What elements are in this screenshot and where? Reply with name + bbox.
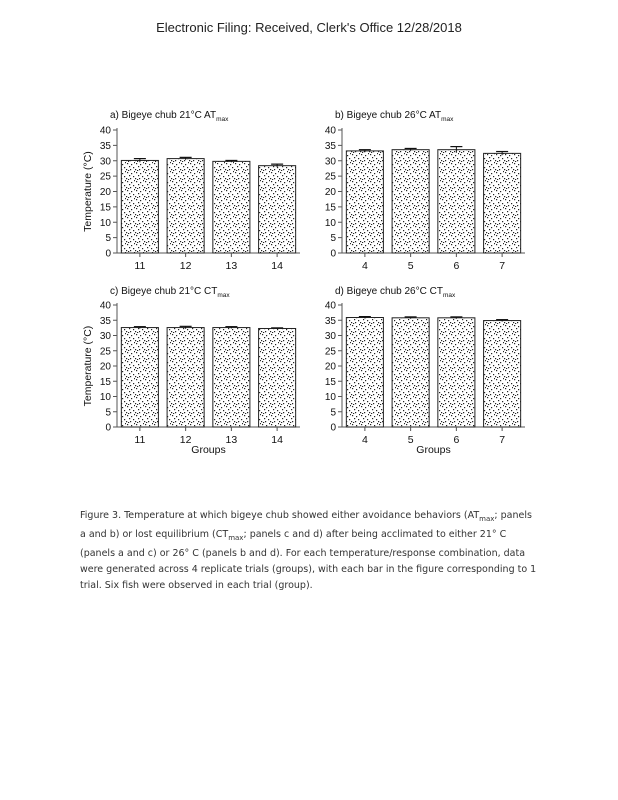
- panel-a-ylabel: Temperature (°C): [82, 151, 94, 232]
- filing-header: Electronic Filing: Received, Clerk's Office 12/28/2018: [156, 20, 462, 35]
- panel-c-ytick-label: 30: [99, 331, 111, 342]
- panel-a: [82, 110, 300, 272]
- panel-c-ytick-label: 0: [105, 422, 111, 434]
- panel-d-ytick-label: 10: [324, 392, 336, 403]
- panel-d-title: d) Bigeye chub 26°C $CT_{max}$: [335, 286, 456, 299]
- panel-a-ytick-label: 0: [105, 248, 111, 260]
- panel-d-ytick-label: 15: [324, 376, 336, 388]
- panel-c-bar-12: [167, 328, 204, 427]
- panel-a-bar-14: [259, 166, 296, 253]
- panel-b-title: b) Bigeye chub 26°C $AT_{max}$: [335, 110, 454, 123]
- caption-lead: Figure 3. Temperature at which bigeye chub showed either avoidance behaviors (AT: [80, 510, 480, 521]
- panel-d-ytick-label: 0: [330, 422, 336, 434]
- panel-c-xtick-label: 11: [134, 434, 146, 446]
- panel-b-bar-4: [346, 151, 383, 253]
- panel-d-ytick-label: 30: [324, 331, 336, 342]
- panel-b-ytick-label: 35: [324, 140, 336, 152]
- panel-a-ytick-label: 25: [99, 171, 111, 183]
- panel-a-xtick-label: 11: [134, 260, 146, 272]
- panel-b-xtick-label: 5: [407, 260, 414, 272]
- panel-a-ytick-label: 20: [99, 187, 111, 198]
- caption-mid2: ; panels c and d) after being acclimated to either 21° C (panels a and c) or 26° C (panels b and d). For each temperature/response combination, data were generated across 4 replicate trials (groups), with each bar in the figure corresponding to 1 trial. Six fish were observed in each trial (group).: [80, 528, 537, 591]
- panel-b-ytick-label: 5: [330, 233, 336, 245]
- figure-caption: [80, 508, 538, 594]
- panel-a-xtick-label: 12: [179, 260, 192, 272]
- panel-a-ytick-label: 30: [99, 156, 111, 168]
- panel-b-ytick-label: 15: [324, 202, 336, 214]
- panel-b: [325, 110, 525, 272]
- panel-b-xtick-label: 4: [361, 260, 368, 272]
- panel-c-ytick-label: 5: [105, 407, 111, 419]
- caption-mid1: ; panels a and b) or lost equilibrium (CT: [80, 510, 532, 540]
- panel-c-ytick-label: 40: [99, 300, 111, 312]
- panel-b-ytick-label: 25: [324, 171, 336, 183]
- panel-d-ytick-label: 25: [324, 346, 336, 358]
- panel-c-ytick-label: 20: [99, 361, 111, 373]
- panel-a-xtick-label: 13: [225, 260, 238, 272]
- panel-a-ytick-label: 15: [99, 202, 111, 214]
- caption-sub-ctmax: max: [228, 533, 244, 542]
- panel-a-ytick-label: 10: [99, 217, 111, 229]
- panel-d-bar-6: [438, 318, 475, 427]
- panel-a-ytick-label: 35: [99, 140, 111, 152]
- panel-c-title: c) Bigeye chub 21°C $CT_{max}$: [110, 286, 230, 299]
- panel-c: [82, 286, 300, 456]
- panel-b-xtick-label: 6: [453, 260, 460, 272]
- panel-c-xtick-label: 12: [179, 434, 192, 446]
- panel-b-ytick-label: 20: [324, 187, 336, 198]
- panel-a-xtick-label: 14: [271, 260, 283, 272]
- panel-b-bar-6: [438, 150, 475, 253]
- panel-a-title: a) Bigeye chub 21°C $AT_{max}$: [110, 110, 229, 123]
- panel-b-ytick-label: 40: [324, 125, 336, 137]
- panel-c-ytick-label: 15: [99, 376, 111, 388]
- panel-c-ylabel: Temperature (°C): [82, 325, 94, 407]
- panel-d-xtick-label: 6: [453, 434, 460, 446]
- panel-d-bar-7: [484, 321, 521, 427]
- panel-a-bar-12: [167, 159, 204, 253]
- panel-b-bar-7: [484, 153, 521, 253]
- panel-c-ytick-label: 25: [99, 346, 111, 358]
- panel-a-bar-11: [121, 160, 158, 253]
- panel-c-bar-11: [121, 328, 158, 427]
- panel-a-bar-13: [213, 161, 250, 253]
- panel-c-xtick-label: 13: [225, 434, 238, 446]
- panel-b-bar-5: [392, 150, 429, 253]
- panel-c-xlabel: Groups: [191, 444, 226, 456]
- panel-c-bar-13: [213, 328, 250, 427]
- panel-b-ytick-label: 10: [324, 217, 336, 229]
- panel-c-ytick-label: 10: [99, 392, 111, 403]
- caption-sub-atmax: max: [479, 514, 495, 523]
- panel-a-ytick-label: 5: [105, 233, 111, 245]
- panel-a-ytick-label: 40: [99, 125, 111, 137]
- panel-d-bar-5: [392, 318, 429, 427]
- panel-d-ytick-label: 20: [324, 361, 336, 373]
- panel-b-xtick-label: 7: [499, 260, 506, 272]
- panel-d-xtick-label: 5: [407, 434, 414, 446]
- panel-d-ytick-label: 40: [324, 300, 336, 312]
- panel-d: [325, 286, 525, 456]
- panel-d-xtick-label: 4: [361, 434, 368, 446]
- panel-b-ytick-label: 0: [330, 248, 336, 260]
- panel-c-ytick-label: 35: [99, 315, 111, 327]
- panel-c-bar-14: [259, 328, 296, 427]
- panel-d-ytick-label: 5: [330, 407, 336, 419]
- panel-b-ytick-label: 30: [324, 156, 336, 168]
- panel-d-bar-4: [346, 318, 383, 427]
- panel-d-xlabel: Groups: [416, 444, 451, 456]
- panel-c-xtick-label: 14: [271, 434, 283, 446]
- panel-d-xtick-label: 7: [499, 434, 506, 446]
- panel-d-ytick-label: 35: [324, 315, 336, 327]
